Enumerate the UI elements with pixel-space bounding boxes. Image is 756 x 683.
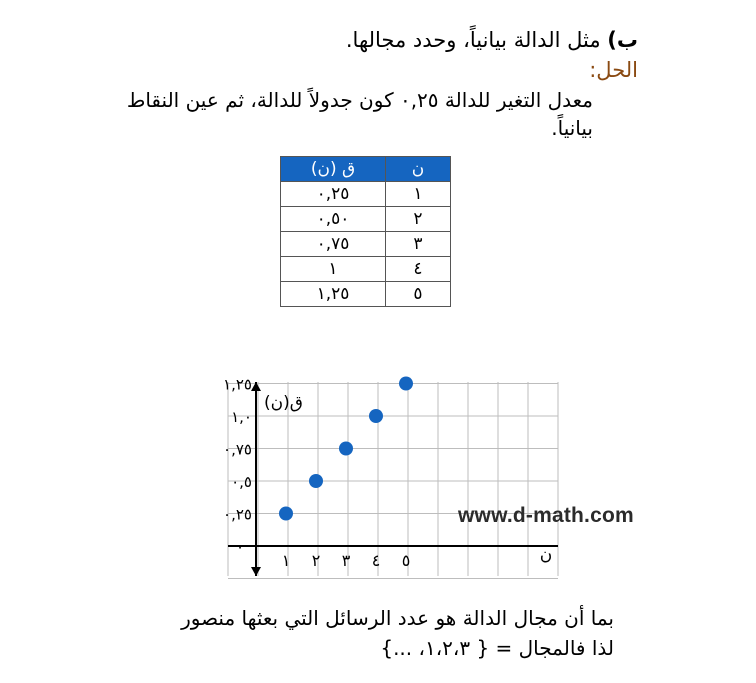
solution-label: الحل: [589, 58, 638, 82]
cell-n: ٢ [386, 207, 451, 232]
cell-q: ٠,٢٥ [281, 182, 386, 207]
cell-q: ٠,٥٠ [281, 207, 386, 232]
x-tick-label: ١ [281, 551, 291, 570]
question-label: ب) [607, 28, 638, 52]
x-axis-label: ن [539, 545, 553, 565]
cell-q: ١,٢٥ [281, 282, 386, 307]
cell-q: ٠,٧٥ [281, 232, 386, 257]
watermark: www.d-math.com [458, 504, 634, 527]
cell-n: ٣ [386, 232, 451, 257]
data-point [309, 474, 323, 488]
cell-n: ١ [386, 182, 451, 207]
x-tick-label: ٣ [341, 551, 351, 570]
x-tick-label: ٤ [371, 551, 381, 570]
x-tick-label: ٢ [311, 551, 321, 570]
data-point [369, 409, 383, 423]
y-tick-label: ٠,٧٥ [223, 440, 252, 459]
cell-n: ٤ [386, 257, 451, 282]
conclusion-line-2: لذا فالمجال = { ١،٢،٣، ...} [380, 636, 614, 660]
y-tick-label: ٠,٥ [231, 473, 252, 491]
graph-tick-labels [223, 376, 410, 571]
y-tick-label: ٠,٢٥ [223, 505, 252, 524]
x-tick-label: ٥ [401, 551, 411, 570]
y-tick-label: ١,٠ [231, 408, 252, 426]
y-axis-arrow-down [251, 567, 261, 576]
cell-q: ١ [281, 257, 386, 282]
header-q-of-n: ق (ن) [281, 157, 386, 182]
data-point [279, 507, 293, 521]
y-axis-label: ق(ن) [264, 393, 303, 413]
data-point [339, 442, 353, 456]
question-text: مثل الدالة بيانياً، وحدد مجالها. [345, 28, 601, 52]
cell-n: ٥ [386, 282, 451, 307]
solution-text: معدل التغير للدالة ٠,٢٥ كون جدولاً للدالة، ثم عين النقاط بيانياً. [126, 88, 593, 140]
y-tick-label: ١,٢٥ [223, 375, 252, 394]
data-point [399, 377, 413, 391]
header-n: ن [386, 157, 451, 182]
origin-label: ٠ [235, 538, 245, 556]
conclusion-line-1: بما أن مجال الدالة هو عدد الرسائل التي بعثها منصور [181, 606, 614, 630]
